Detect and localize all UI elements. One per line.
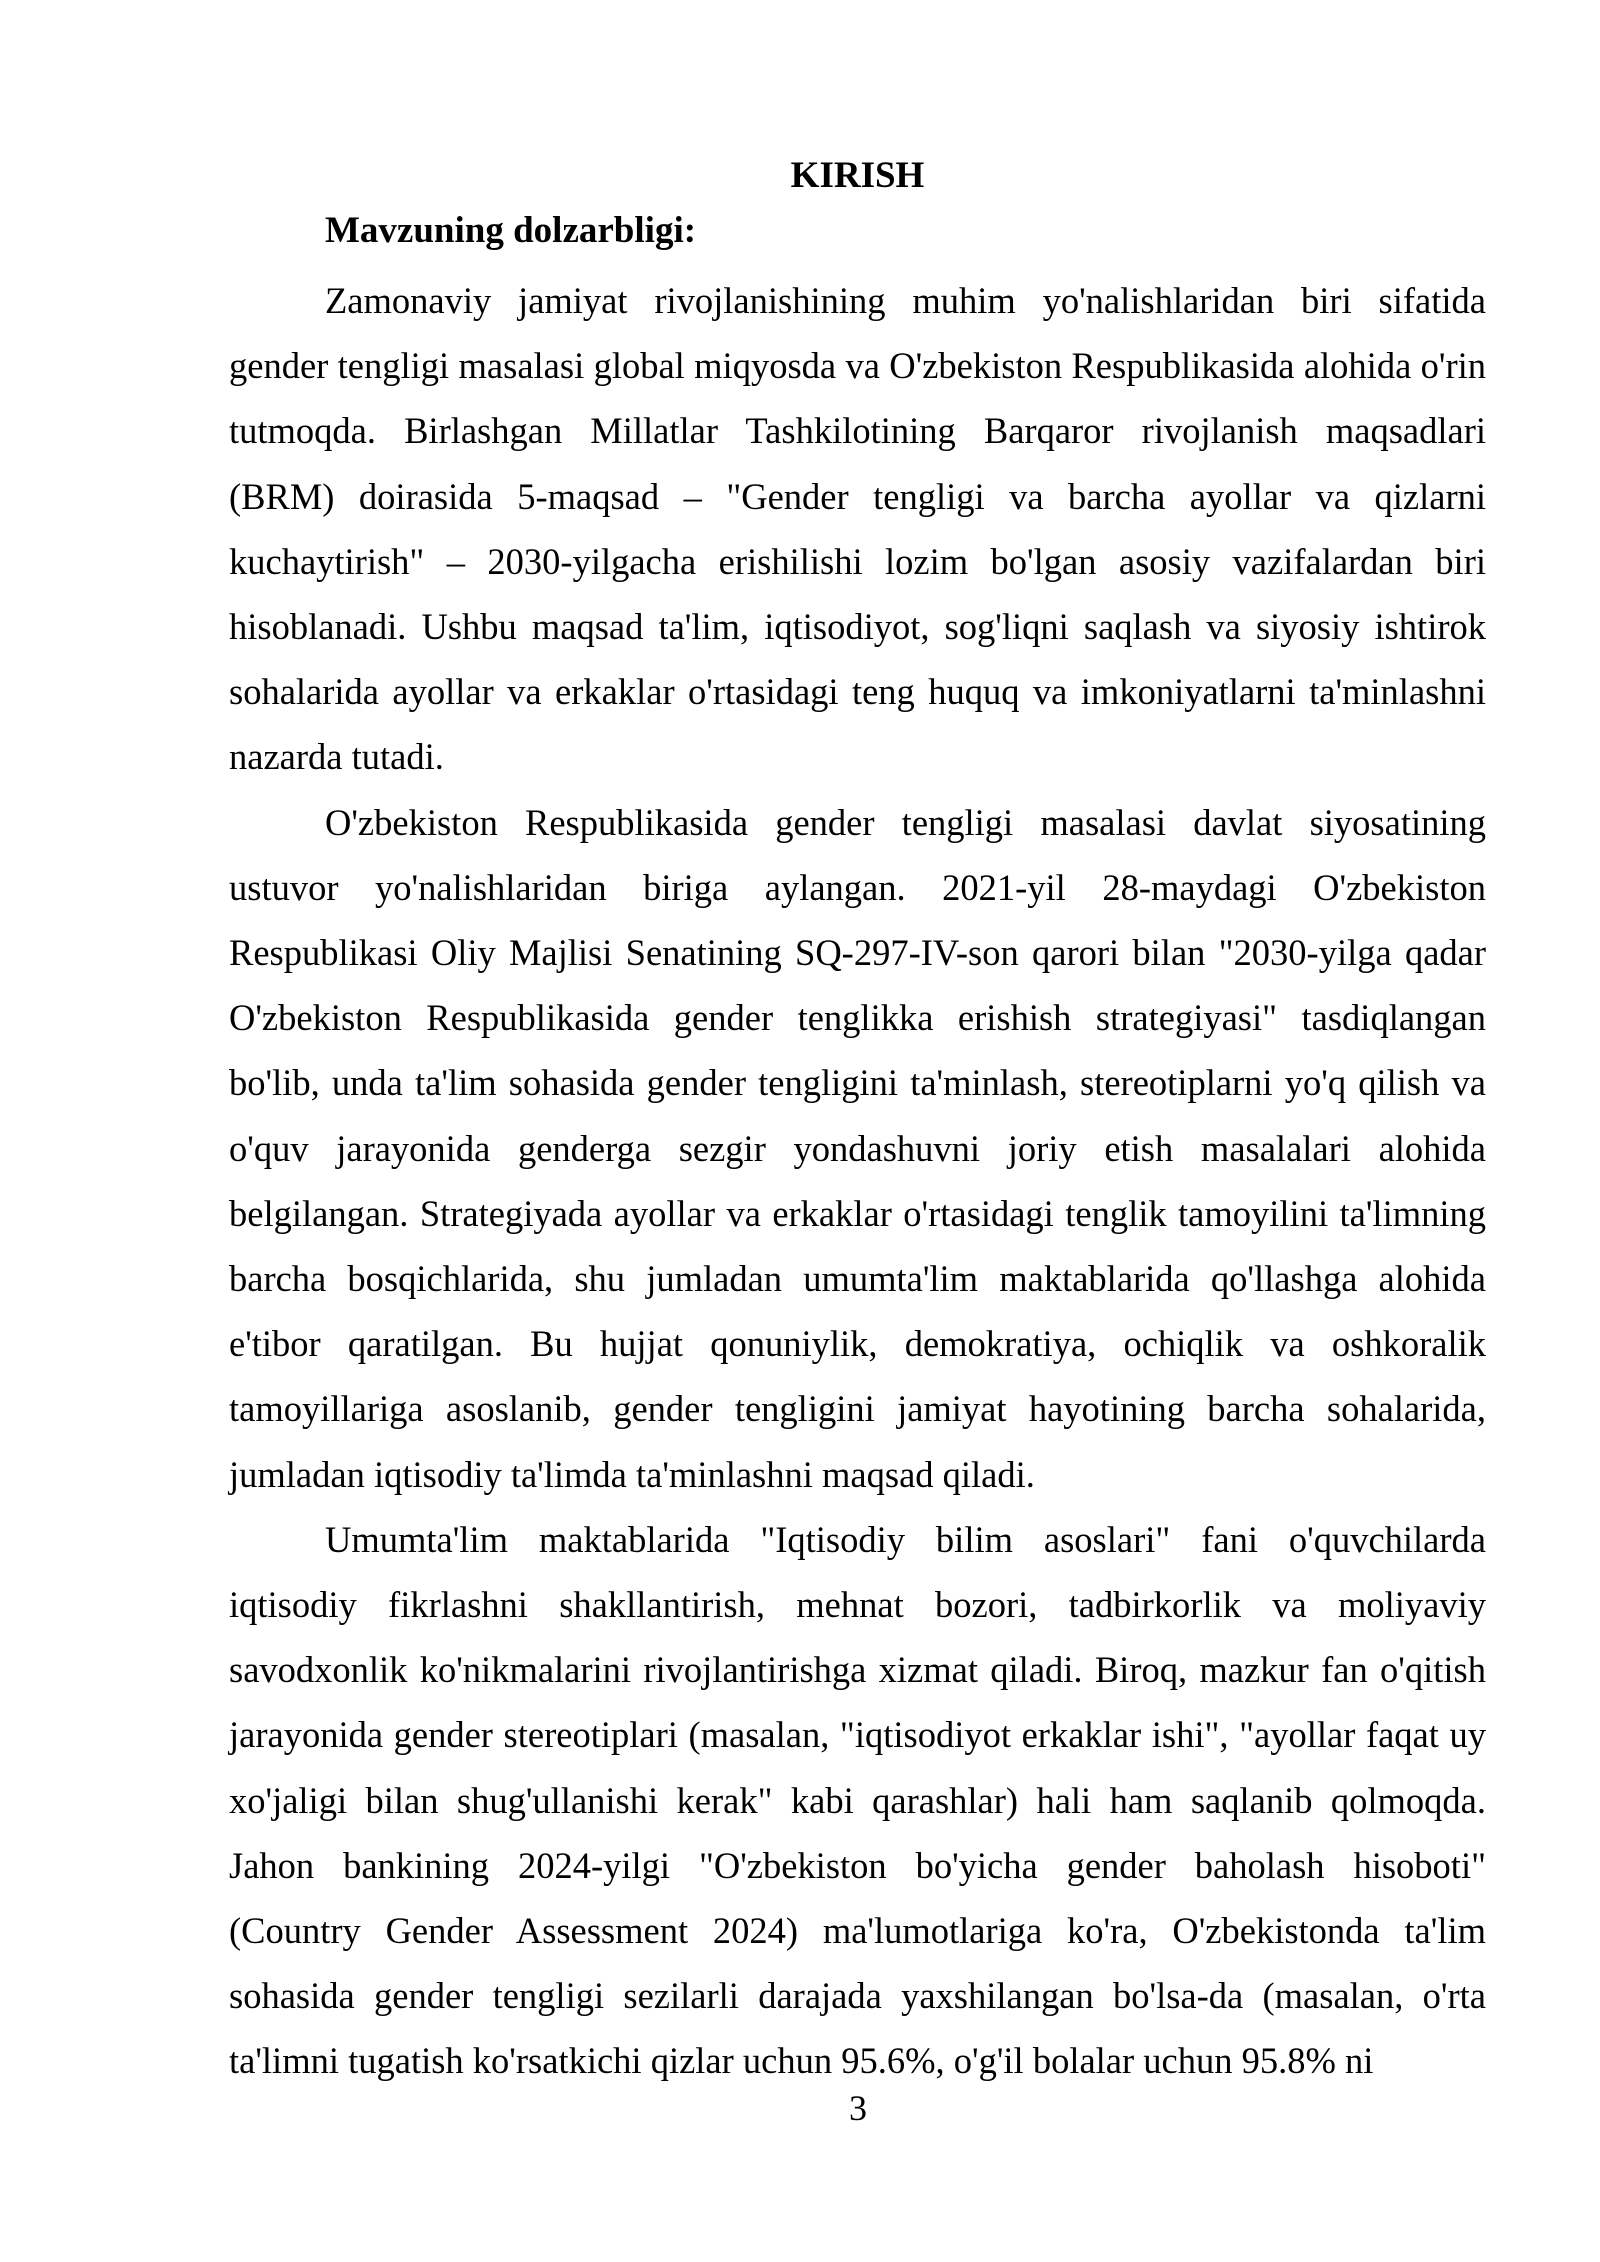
section-subheading: Mavzuning dolzarbligi: xyxy=(325,210,697,251)
paragraph-1: Zamonaviy jamiyat rivojlanishining muhim yo'nalishlaridan biri sifatida gender tengligi masalasi global miqyosda va O'zbekiston Respublikasida alohida o'rin tutmoqda. Birlashgan Millatlar Tashkilotining Barqaror rivojlanish maqsadlari (BRM) doirasida 5-maqsad – "Gender tengligi va barcha ayollar va qizlarni kuchaytirish" – 2030-yilgacha erishilishi lozim bo'lgan asosiy vazifalardan biri hisoblanadi. Ushbu maqsad ta'lim, iqtisodiyot, sog'liqni saqlash va siyosiy ishtirok sohalarida ayollar va erkaklar o'rtasidagi teng huquq va imkoniyatlarni ta'minlashni nazarda tutadi. xyxy=(229,280,1486,778)
paragraph-3: Umumta'lim maktablarida "Iqtisodiy bilim asoslari" fani o'quvchilarda iqtisodiy fikrlashni shakllantirish, mehnat bozori, tadbirkorlik va moliyaviy savodxonlik ko'nikmalarini rivojlantirishga xizmat qiladi. Biroq, mazkur fan o'qitish jarayonida gender stereotiplari (masalan, "iqtisodiyot erkaklar ishi", "ayollar faqat uy xo'jaligi bilan shug'ullanishi kerak" kabi qarashlar) hali ham saqlanib qolmoqda. Jahon bankining 2024-yilgi "O'zbekiston bo'yicha gender baholash hisoboti" (Country Gender Assessment 2024) ma'lumotlariga ko'ra, O'zbekistonda ta'lim sohasida gender tengligi sezilarli darajada yaxshilangan bo'lsa-da (masalan, o'rta ta'limni tugatish ko'rsatkichi qizlar uchun 95.6%, o'g'il bolalar uchun 95.8% ni xyxy=(229,1518,1486,2082)
paragraph-2: O'zbekiston Respublikasida gender tengligi masalasi davlat siyosatining ustuvor yo'nalishlaridan biriga aylangan. 2021-yil 28-maydagi O'zbekiston Respublikasi Oliy Majlisi Senatining SQ-297-IV-son qarori bilan "2030-yilga qadar O'zbekiston Respublikasida gender tenglikka erishish strategiyasi" tasdiqlangan bo'lib, unda ta'lim sohasida gender tengligini ta'minlash, stereotiplarni yo'q qilish va o'quv jarayonida genderga sezgir yondashuvni joriy etish masalalari alohida belgilangan. Strategiyada ayollar va erkaklar o'rtasidagi tenglik tamoyilini ta'limning barcha bosqichlarida, shu jumladan umumta'lim maktablarida qo'llashga alohida e'tibor qaratilgan. Bu hujjat qonuniylik, demokratiya, ochiqlik va oshkoralik tamoyillariga asoslanib, gender tengligini jamiyat hayotining barcha sohalarida, jumladan iqtisodiy ta'limda ta'minlashni maqsad qiladi. xyxy=(229,801,1486,1495)
section-heading: KIRISH xyxy=(790,155,925,196)
page-number: 3 xyxy=(849,2088,867,2128)
page-content xyxy=(229,148,1486,2094)
